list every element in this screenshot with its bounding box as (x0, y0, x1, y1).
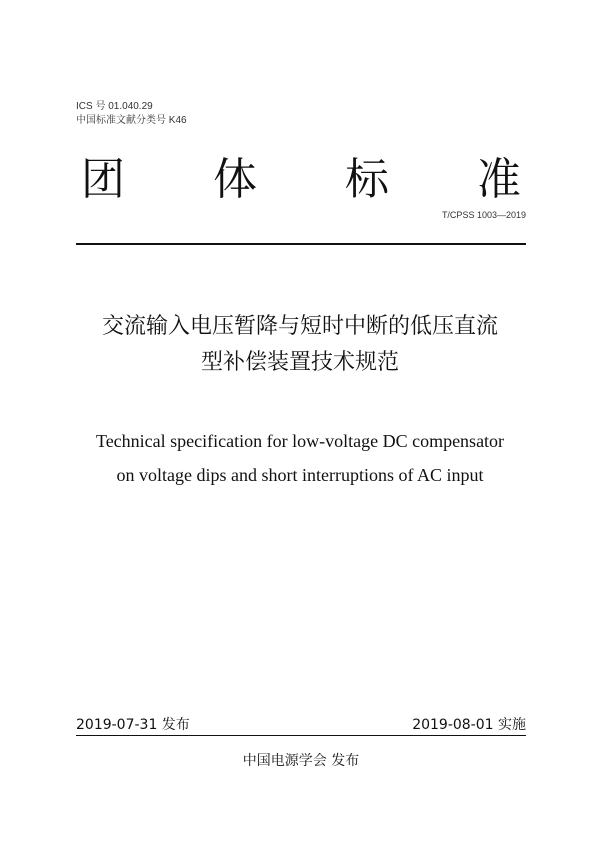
ics-code: ICS 号 01.040.29 (76, 101, 153, 112)
title-char-2: 体 (213, 154, 257, 205)
ccs-code: 中国标准文献分类号 K46 (76, 115, 187, 126)
chinese-title (60, 309, 540, 381)
title-char-3: 标 (345, 154, 389, 205)
english-title (50, 424, 550, 492)
classification-codes (76, 100, 187, 128)
title-char-4: 准 (477, 154, 521, 205)
date-row (76, 716, 526, 734)
publisher: 中国电源学会 发布 (242, 753, 360, 769)
document-type-title (76, 150, 526, 210)
publish-date: 2019-07-31 发布 (76, 717, 190, 733)
implement-date: 2019-08-01 实施 (412, 717, 526, 733)
english-title-line-2: on voltage dips and short interruptions of AC input (116, 465, 484, 485)
chinese-title-line-1: 交流输入电压暂降与短时中断的低压直流 (101, 314, 498, 339)
header-divider (76, 243, 526, 245)
standard-number: T/CPSS 1003—2019 (441, 210, 526, 220)
footer-divider (76, 735, 526, 736)
title-char-1: 团 (81, 154, 125, 205)
english-title-line-1: Technical specification for low-voltage DC compensator (95, 431, 505, 451)
chinese-title-line-2: 型补偿装置技术规范 (200, 350, 399, 375)
